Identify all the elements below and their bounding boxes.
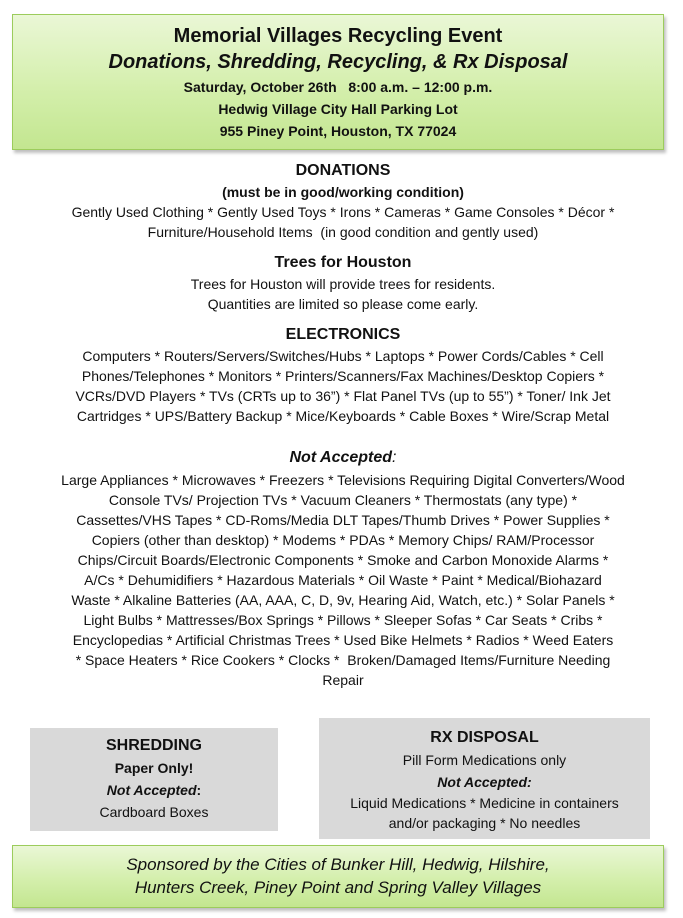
donations-line: Gently Used Clothing * Gently Used Toys * Irons * Cameras * Game Consoles * Décor * bbox=[71, 204, 615, 220]
main-content bbox=[18, 160, 668, 690]
electronics-line: VCRs/DVD Players * TVs (CRTs up to 36”) * Flat Panel TVs (up to 55”) * Toner/ Ink Jet bbox=[75, 388, 611, 404]
shredding-na-colon: : bbox=[196, 782, 202, 798]
electronics-section bbox=[18, 324, 668, 426]
not-accepted-line: Large Appliances * Microwaves * Freezers * Televisions Requiring Digital Converters/Wood bbox=[61, 472, 625, 488]
rx-na-label: Not Accepted: bbox=[437, 774, 532, 790]
donations-line: Furniture/Household Items (in good condition and gently used) bbox=[147, 224, 539, 240]
not-accepted-line: Chips/Circuit Boards/Electronic Components * Smoke and Carbon Monoxide Alarms * bbox=[77, 552, 609, 568]
rx-disposal-box bbox=[319, 718, 650, 839]
trees-line: Quantities are limited so please come early. bbox=[207, 296, 479, 312]
shredding-na-label: Not Accepted bbox=[106, 782, 197, 798]
rx-note: Pill Form Medications only bbox=[402, 752, 567, 768]
not-accepted-line: Cassettes/VHS Tapes * CD-Roms/Media DLT Tapes/Thumb Drives * Power Supplies * bbox=[76, 512, 610, 528]
trees-section bbox=[18, 252, 668, 314]
not-accepted-line: Encyclopedias * Artificial Christmas Trees * Used Bike Helmets * Radios * Weed Eaters bbox=[72, 632, 614, 648]
not-accepted-colon: : bbox=[392, 449, 397, 466]
donations-note: (must be in good/working condition) bbox=[222, 184, 464, 200]
sponsor-line: Sponsored by the Cities of Bunker Hill, Hedwig, Hilshire, bbox=[126, 855, 550, 874]
electronics-line: Computers * Routers/Servers/Switches/Hubs * Laptops * Power Cords/Cables * Cell bbox=[82, 348, 604, 364]
event-location: Hedwig Village City Hall Parking Lot bbox=[218, 101, 458, 117]
electronics-title: ELECTRONICS bbox=[285, 326, 401, 343]
not-accepted-label: Not Accepted bbox=[289, 449, 393, 466]
shredding-not-accepted bbox=[30, 779, 278, 801]
not-accepted-title bbox=[18, 446, 668, 470]
shredding-title: SHREDDING bbox=[105, 737, 202, 754]
event-address: 955 Piney Point, Houston, TX 77024 bbox=[219, 123, 457, 139]
shredding-na-text: Cardboard Boxes bbox=[99, 804, 209, 820]
not-accepted-line: Waste * Alkaline Batteries (AA, AAA, C, D, 9v, Hearing Aid, Watch, etc.) * Solar Panels * bbox=[71, 592, 615, 608]
electronics-line: Phones/Telephones * Monitors * Printers/Scanners/Fax Machines/Desktop Copiers * bbox=[81, 368, 605, 384]
sponsor-footer bbox=[12, 845, 664, 908]
rx-title: RX DISPOSAL bbox=[430, 729, 539, 746]
rx-na-line: and/or packaging * No needles bbox=[388, 815, 581, 831]
event-header bbox=[12, 14, 664, 150]
event-title: Memorial Villages Recycling Event bbox=[173, 25, 503, 47]
not-accepted-line: * Space Heaters * Rice Cookers * Clocks * Broken/Damaged Items/Furniture Needing bbox=[75, 652, 611, 668]
donations-title: DONATIONS bbox=[295, 162, 391, 179]
shredding-box bbox=[30, 728, 278, 831]
event-date-time: Saturday, October 26th 8:00 a.m. – 12:00 p.m. bbox=[183, 79, 493, 95]
not-accepted-line: A/Cs * Dehumidifiers * Hazardous Materials * Oil Waste * Paint * Medical/Biohazard bbox=[84, 572, 602, 588]
trees-title: Trees for Houston bbox=[274, 254, 412, 271]
sponsor-line: Hunters Creek, Piney Point and Spring Valley Villages bbox=[134, 878, 542, 897]
shredding-note: Paper Only! bbox=[114, 760, 194, 776]
trees-line: Trees for Houston will provide trees for residents. bbox=[190, 276, 496, 292]
rx-na-line: Liquid Medications * Medicine in containers bbox=[350, 795, 619, 811]
donations-section bbox=[18, 160, 668, 242]
electronics-line: Cartridges * UPS/Battery Backup * Mice/Keyboards * Cable Boxes * Wire/Scrap Metal bbox=[76, 408, 610, 424]
not-accepted-line: Console TVs/ Projection TVs * Vacuum Cleaners * Thermostats (any type) * bbox=[108, 492, 578, 508]
not-accepted-section bbox=[18, 446, 668, 690]
event-subtitle: Donations, Shredding, Recycling, & Rx Disposal bbox=[108, 51, 568, 73]
not-accepted-line: Light Bulbs * Mattresses/Box Springs * Pillows * Sleeper Sofas * Car Seats * Cribs * bbox=[83, 612, 603, 628]
not-accepted-line: Copiers (other than desktop) * Modems * PDAs * Memory Chips/ RAM/Processor bbox=[91, 532, 595, 548]
not-accepted-line: Repair bbox=[322, 672, 364, 688]
